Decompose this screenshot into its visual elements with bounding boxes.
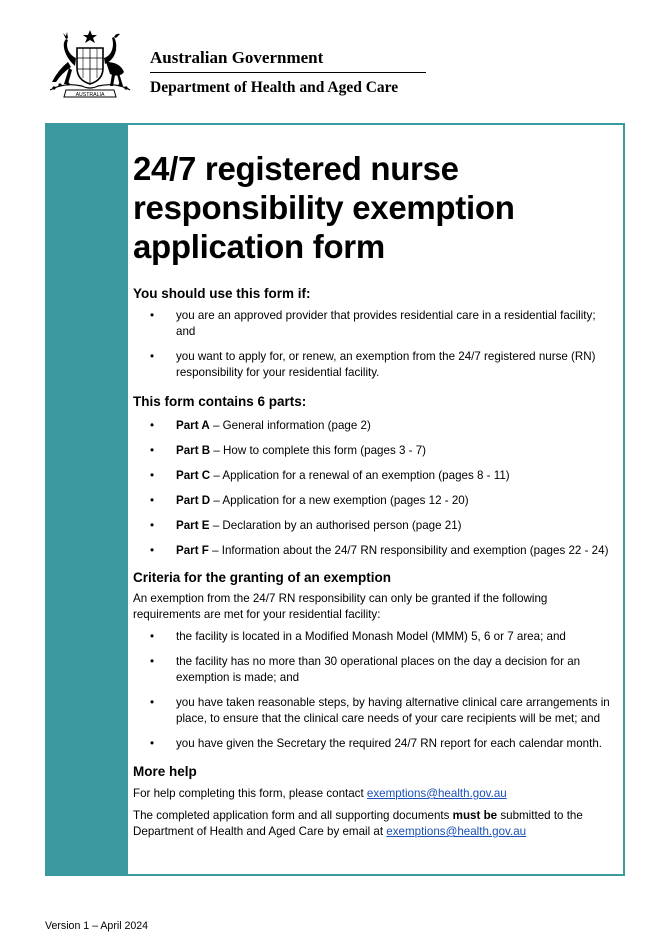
bullet-icon: • xyxy=(150,419,155,432)
parts-list xyxy=(133,418,618,559)
version-footer: Version 1 – April 2024 xyxy=(45,920,149,932)
australian-coat-of-arms-icon xyxy=(44,28,136,100)
bullet-icon: • xyxy=(150,519,155,532)
bullet-icon: • xyxy=(150,630,155,643)
help-email-link[interactable]: exemptions@health.gov.au xyxy=(366,787,507,800)
title-line: responsibility exemption xyxy=(133,189,515,226)
submit-email-link[interactable]: exemptions@health.gov.au xyxy=(386,825,527,838)
use-heading: You should use this form if: xyxy=(133,286,311,301)
department-name: Department of Health and Aged Care xyxy=(150,79,399,96)
submit-text: The completed application form and all supporting documents must be submitted to the Department of Health and Aged Care by email at exemptions@health.gov.au xyxy=(133,809,583,838)
header-divider xyxy=(150,72,426,73)
bullet-icon: • xyxy=(150,655,155,668)
cover-content xyxy=(133,149,618,840)
government-name: Australian Government xyxy=(150,48,324,67)
list-item: • you want to apply for, or renew, an exemption from the 24/7 registered nurse (RN) responsibility for your residential facility. xyxy=(150,350,596,379)
parts-heading: This form contains 6 parts: xyxy=(133,394,307,409)
title-line: 24/7 registered nurse xyxy=(133,150,459,187)
bullet-icon: • xyxy=(150,494,155,507)
criteria-list xyxy=(133,629,618,752)
svg-text:AUSTRALIA: AUSTRALIA xyxy=(75,91,105,98)
page-title xyxy=(133,149,618,266)
list-item: • Part B – How to complete this form (pages 3 - 7) xyxy=(150,444,427,457)
bullet-icon: • xyxy=(150,350,155,363)
criteria-heading: Criteria for the granting of an exemption xyxy=(133,570,392,585)
list-item: • Part E – Declaration by an authorised person (page 21) xyxy=(150,519,462,532)
accent-stripe xyxy=(47,125,128,874)
help-text: For help completing this form, please contact exemptions@health.gov.au xyxy=(133,787,507,800)
list-item: • Part F – Information about the 24/7 RN responsibility and exemption (pages 22 - 24) xyxy=(150,544,609,557)
bullet-icon: • xyxy=(150,469,155,482)
bullet-icon: • xyxy=(150,544,155,557)
list-item: • you have taken reasonable steps, by having alternative clinical care arrangements in place, to ensure that the clinical care needs of your care recipients will be met; and xyxy=(150,696,610,725)
list-item: • Part D – Application for a new exemption (pages 12 - 20) xyxy=(150,494,469,507)
list-item: • Part A – General information (page 2) xyxy=(150,419,371,432)
list-item: • Part C – Application for a renewal of an exemption (pages 8 - 11) xyxy=(150,469,510,482)
list-item: • you have given the Secretary the required 24/7 RN report for each calendar month. xyxy=(150,737,602,750)
bullet-icon: • xyxy=(150,444,155,457)
list-item: • you are an approved provider that provides residential care in a residential facility; and xyxy=(150,309,596,338)
government-header xyxy=(44,28,434,102)
criteria-intro: An exemption from the 24/7 RN responsibility can only be granted if the following requirements are met for your residential facility: xyxy=(133,592,548,621)
list-item: • the facility is located in a Modified Monash Model (MMM) 5, 6 or 7 area; and xyxy=(150,630,566,643)
bullet-icon: • xyxy=(150,309,155,322)
help-heading: More help xyxy=(133,764,197,779)
bullet-icon: • xyxy=(150,737,155,750)
bullet-icon: • xyxy=(150,696,155,709)
use-list xyxy=(133,308,618,381)
title-line: application form xyxy=(133,228,385,265)
form-cover-panel xyxy=(45,123,625,876)
list-item: • the facility has no more than 30 operational places on the day a decision for an exemption is made; and xyxy=(150,655,581,684)
